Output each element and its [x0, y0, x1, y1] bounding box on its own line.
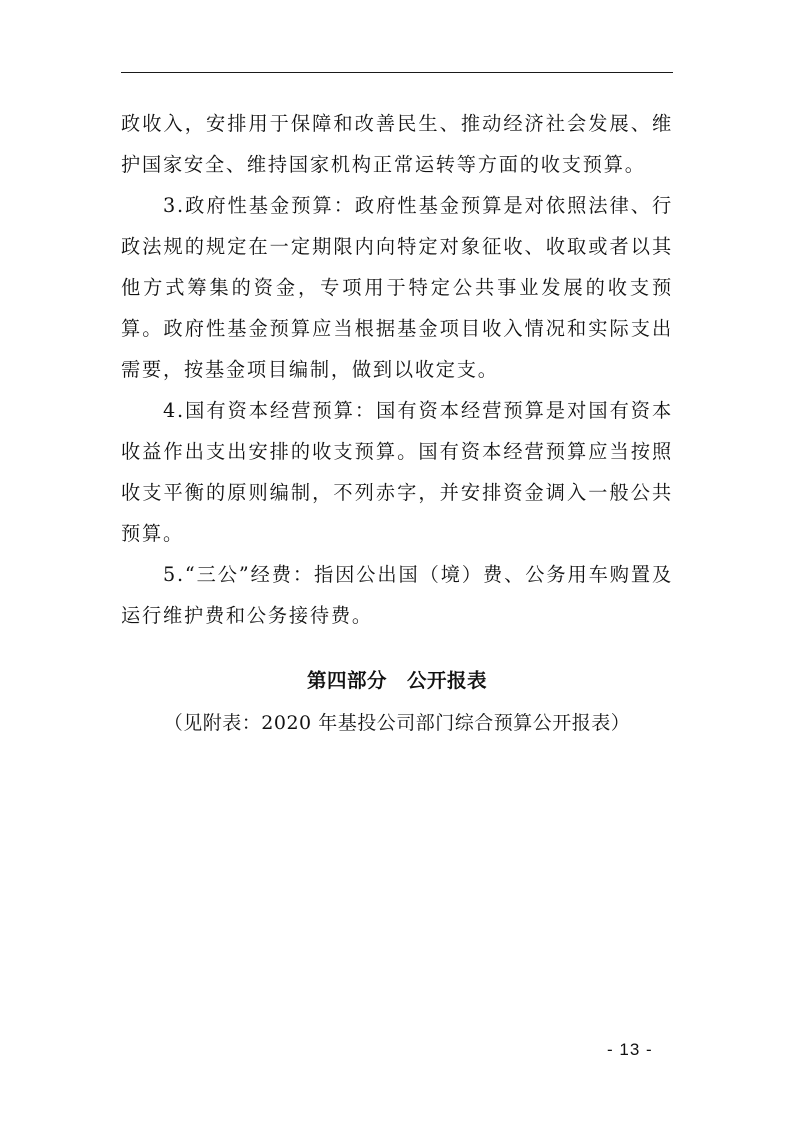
page-number: - 13 -: [607, 1040, 653, 1059]
document-body: [121, 103, 673, 636]
paragraph-continuation: 政收入，安排用于保障和改善民生、推动经济社会发展、维护国家安全、维持国家机构正常运转等方面的收支预算。: [121, 112, 673, 176]
section-note: （见附表：2020 年基投公司部门综合预算公开报表）: [163, 712, 631, 734]
header-rule: [121, 72, 673, 73]
paragraph-three-public-expenses: 5.“三公”经费：指因公出国（境）费、公务用车购置及运行维护费和公务接待费。: [121, 563, 673, 627]
paragraph-government-fund-budget: 3.政府性基金预算：政府性基金预算是对依照法律、行政法规的规定在一定期限内向特定对象征收、收取或者以其他方式筹集的资金，专项用于特定公共事业发展的收支预算。政府性基金预算应当根据基金项目收入情况和实际支出需要，按基金项目编制，做到以收定支。: [121, 194, 673, 381]
paragraph-state-capital-budget: 4.国有资本经营预算：国有资本经营预算是对国有资本收益作出支出安排的收支预算。国有资本经营预算应当按照收支平衡的原则编制，不列赤字，并安排资金调入一般公共预算。: [121, 399, 673, 545]
section-title: 第四部分 公开报表: [306, 669, 487, 692]
